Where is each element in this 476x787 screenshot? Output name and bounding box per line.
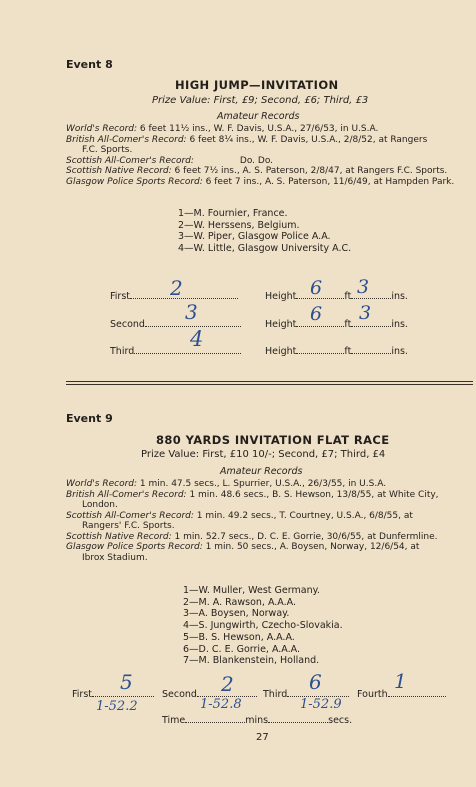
event-8-height-2-field[interactable]: Height ft ins. xyxy=(265,316,408,330)
record-line: British All-Comer's Record: 6 feet 8¼ ins., W. F. Davis, U.S.A., 2/8/52, at Rangers xyxy=(66,134,428,145)
record-line: World's Record: 6 feet 11½ ins., W. F. Davis, U.S.A., 27/6/53, in U.S.A. xyxy=(66,124,379,134)
event-8-second-handwritten: 3 xyxy=(185,300,198,324)
event-9-records xyxy=(66,479,439,563)
event-8-label: Event 8 xyxy=(66,58,113,71)
section-divider xyxy=(66,381,473,382)
event-8-first-field[interactable]: First xyxy=(110,288,238,302)
event-9-third-field[interactable]: Third xyxy=(263,686,349,700)
entrant-item: 3—W. Piper, Glasgow Police A.A. xyxy=(178,231,331,243)
event-9-prize: Prize Value: First, £10 10/-; Second, £7; Third, £4 xyxy=(141,449,386,460)
event-9-second-handwritten: 2 xyxy=(221,672,234,696)
entrant-item: 5—B. S. Hewson, A.A.A. xyxy=(183,631,295,643)
event-8-third-handwritten: 4 xyxy=(190,327,204,351)
record-line: World's Record: 1 min. 47.5 secs., L. Spurrier, U.S.A., 26/3/55, in U.S.A. xyxy=(66,479,387,489)
record-line: Scottish Native Record: 1 min. 52.7 secs., D. C. E. Gorrie, 30/6/55, at Dunfermline. xyxy=(66,531,438,542)
event-9-fourth-handwritten: 1 xyxy=(394,669,407,693)
record-line: F.C. Sports. xyxy=(82,145,133,155)
event-8-prize: Prize Value: First, £9; Second, £6; Third, £3 xyxy=(152,95,369,106)
page-number: 27 xyxy=(256,732,269,743)
event-8-second-field[interactable]: Second xyxy=(110,316,241,330)
record-line: Scottish Native Record: 6 feet 7½ ins., A. S. Paterson, 2/8/47, at Rangers F.C. Sports. xyxy=(66,166,448,176)
record-line: Glasgow Police Sports Record: 6 feet 7 ins., A. S. Paterson, 11/6/49, at Hampden Park. xyxy=(66,176,455,187)
event-9-time-3-handwritten: 1-52.9 xyxy=(300,697,342,712)
section-divider xyxy=(66,384,473,385)
event-9-time-2-handwritten: 1-52.8 xyxy=(200,697,242,712)
event-9-first-handwritten: 5 xyxy=(120,670,133,694)
event-8-amateur-heading: Amateur Records xyxy=(217,111,300,122)
entrant-item: 2—W. Herssens, Belgium. xyxy=(178,219,300,231)
record-line: Ibrox Stadium. xyxy=(82,552,148,563)
entrant-item: 6—D. C. E. Gorrie, A.A.A. xyxy=(183,643,301,655)
entrant-item: 1—M. Fournier, France. xyxy=(178,208,288,219)
event-8-first-handwritten: 2 xyxy=(170,276,183,300)
event-9-label: Event 9 xyxy=(66,412,113,425)
record-line: London. xyxy=(82,500,118,510)
event-8-height-1-field[interactable]: Height ft ins. xyxy=(265,288,408,302)
entrant-item: 2—M. A. Rawson, A.A.A. xyxy=(183,596,297,608)
event-8-height-1-in-handwritten: 3 xyxy=(357,276,370,298)
event-9-time-field[interactable]: Time mins secs. xyxy=(162,712,352,726)
entrant-item: 7—M. Blankenstein, Holland. xyxy=(183,655,320,667)
event-9-title: 880 YARDS INVITATION FLAT RACE xyxy=(156,433,390,447)
event-9-amateur-heading: Amateur Records xyxy=(220,466,303,477)
event-8-third-field[interactable]: Third xyxy=(110,343,241,357)
event-9-time-1-handwritten: 1-52.2 xyxy=(96,699,138,714)
entrant-item: 4—S. Jungwirth, Czecho-Slovakia. xyxy=(183,620,343,632)
record-line: Scottish All-Comer's Record: Do. Do. xyxy=(66,155,274,166)
event-9-entrants xyxy=(183,585,343,667)
event-8-height-3-field[interactable]: Height ft ins. xyxy=(265,343,408,357)
event-8-entrants xyxy=(178,208,351,255)
entrant-item: 3—A. Boysen, Norway. xyxy=(183,608,290,620)
entrant-item: 1—W. Muller, West Germany. xyxy=(183,585,320,596)
event-8-title: HIGH JUMP—INVITATION xyxy=(175,78,339,92)
record-line: Scottish All-Comer's Record: 1 min. 49.2 secs., T. Courtney, U.S.A., 6/8/55, at xyxy=(66,510,413,521)
event-9-first-field[interactable]: First xyxy=(72,686,154,700)
record-line: British All-Comer's Record: 1 min. 48.6 secs., B. S. Hewson, 13/8/55, at White City, xyxy=(66,489,439,500)
event-9-fourth-field[interactable]: Fourth xyxy=(357,686,446,700)
event-8-height-1-ft-handwritten: 6 xyxy=(310,277,323,299)
event-8-records xyxy=(66,124,454,187)
record-line: Rangers' F.C. Sports. xyxy=(82,521,175,531)
event-9-second-field[interactable]: Second xyxy=(162,686,257,700)
record-line: Glasgow Police Sports Record: 1 min. 50 secs., A. Boysen, Norway, 12/6/54, at xyxy=(66,542,420,552)
event-8-height-2-ft-handwritten: 6 xyxy=(310,303,323,325)
entrant-item: 4—W. Little, Glasgow University A.C. xyxy=(178,243,352,255)
event-9-third-handwritten: 6 xyxy=(309,670,322,694)
event-8-height-2-in-handwritten: 3 xyxy=(359,302,372,324)
